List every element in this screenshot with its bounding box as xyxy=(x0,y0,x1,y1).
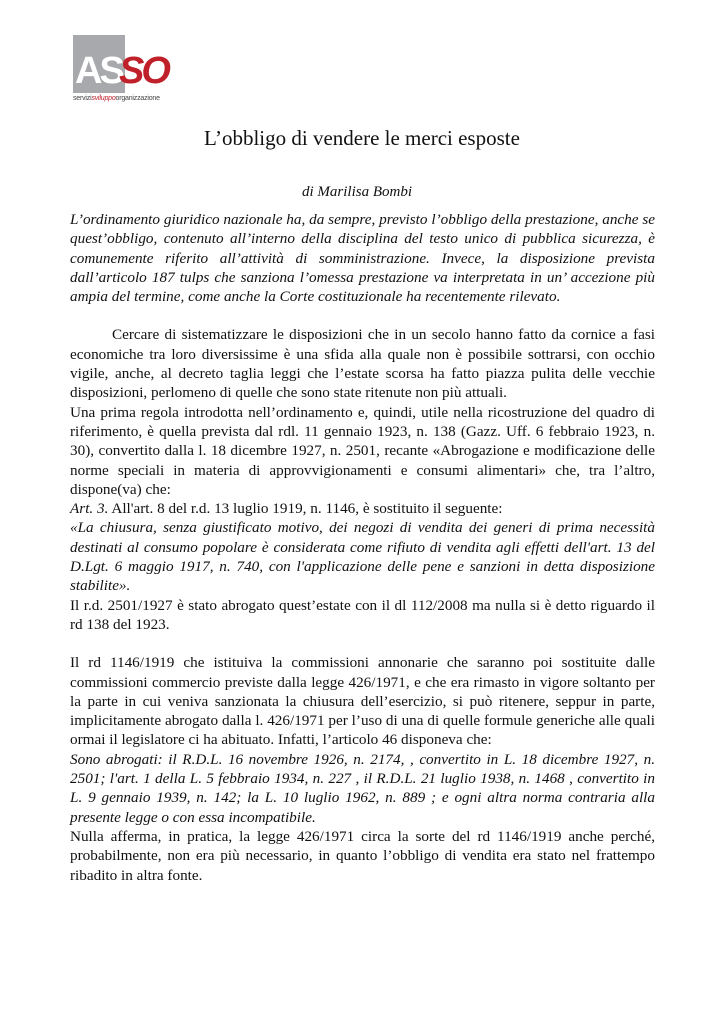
svg-text:SO: SO xyxy=(119,50,168,92)
quote-2: Sono abrogati: il R.D.L. 16 novembre 1926, n. 2174, , convertito in L. 18 dicembre 1927, n. 2501; l'art. 1 della L. 5 febbraio 1934, n. 227 , il R.D.L. 21 luglio 1938, n. 1468 , convertito in L. 9 gennaio 1939, n. 142; la L. 10 luglio 1962, n. 889 ; e ogni altra norma contraria alla presente legge o con essa incompatibile. xyxy=(70,750,655,826)
paragraph-3 xyxy=(70,499,655,518)
article-body xyxy=(70,210,655,885)
page-title: L’obbligo di vendere le merci esposte xyxy=(204,126,520,150)
abstract-paragraph: L’ordinamento giuridico nazionale ha, da sempre, previsto l’obbligo della prestazione, anche se quest’obbligo, contenuto all’interno della disciplina del testo unico di pubblica sicurezza, è comunemente riferito all’attività di somministrazione. Invece, la disposizione prevista dall’articolo 187 tulps che sanziona l’omessa prestazione va interpretata in un’ accezione più ampia del termine, come anche la Corte costituzionale ha recentemente rilevato. xyxy=(70,211,655,306)
article-ref: Art. 3. xyxy=(70,500,109,518)
paragraph-6: Nulla afferma, in pratica, la legge 426/1971 circa la sorte del rd 1146/1919 anche perché, probabilmente, non era più necessario, in quanto l’obbligo di vendita era stato nel frattempo ribadito in altra fonte. xyxy=(70,827,655,884)
svg-text:AS: AS xyxy=(75,50,122,92)
asso-logo-mark xyxy=(73,35,173,95)
paragraph-2: Una prima regola introdotta nell’ordinamento e, quindi, utile nella ricostruzione del quadro di riferimento, è quella prevista dal rdl. 11 gennaio 1923, n. 138 (Gazz. Uff. 6 febbraio 1923, n. 30), convertito dalla l. 18 dicembre 1927, n. 2501, recante «Abrogazione e modificazione delle norme speciali in materia di approvvigionamenti e consumi alimentari» che, tra l’altro, dispone(va) che: xyxy=(70,403,655,498)
paragraph-5: Il rd 1146/1919 che istituiva la commissioni annonarie che saranno poi sostituite dalle commissioni commercio previste dalla legge 426/1971, e che era rimasto in vigore soltanto per la parte in cui veniva sanzionata la chiusura dell’esercizio, si può ritenere, seppur in parte, implicitamente abrogato dalla l. 426/1971 per l’uso di una di quelle formule generiche alle quali ormai il legislatore ci ha abituato. Infatti, l’articolo 46 disponeva che: xyxy=(70,654,655,749)
quote-1: «La chiusura, senza giustificato motivo, dei negozi di vendita dei generi di prima necessità destinati al consumo popolare è considerata come rifiuto di vendita agli effetti dell'art. 13 del D.Lgt. 6 maggio 1917, n. 740, con l'applicazione delle pene e sanzioni in detta disposizione stabilite». xyxy=(70,519,655,595)
article-text: All'art. 8 del r.d. 13 luglio 1919, n. 1146, è sostituito il seguente: xyxy=(108,500,503,518)
logo-tagline: servizisviluppoorganizzazione xyxy=(73,95,160,102)
paragraph-1: Cercare di sistematizzare le disposizioni che in un secolo hanno fatto da cornice a fasi economiche tra loro diversissime è una sfida alla quale non è possibile sottrarsi, con occhio vigile, anche, al decreto taglia leggi che l’estate scorsa ha fatto piazza pulita delle vecchie disposizioni, perlomeno di quelle che sono state ritenute non più attuali. xyxy=(70,326,655,402)
author-line: di Marilisa Bombi xyxy=(302,184,413,200)
asso-logo xyxy=(73,35,173,107)
paragraph-4: Il r.d. 2501/1927 è stato abrogato quest’estate con il dl 112/2008 ma nulla si è detto riguardo il rd 138 del 1923. xyxy=(70,596,655,633)
